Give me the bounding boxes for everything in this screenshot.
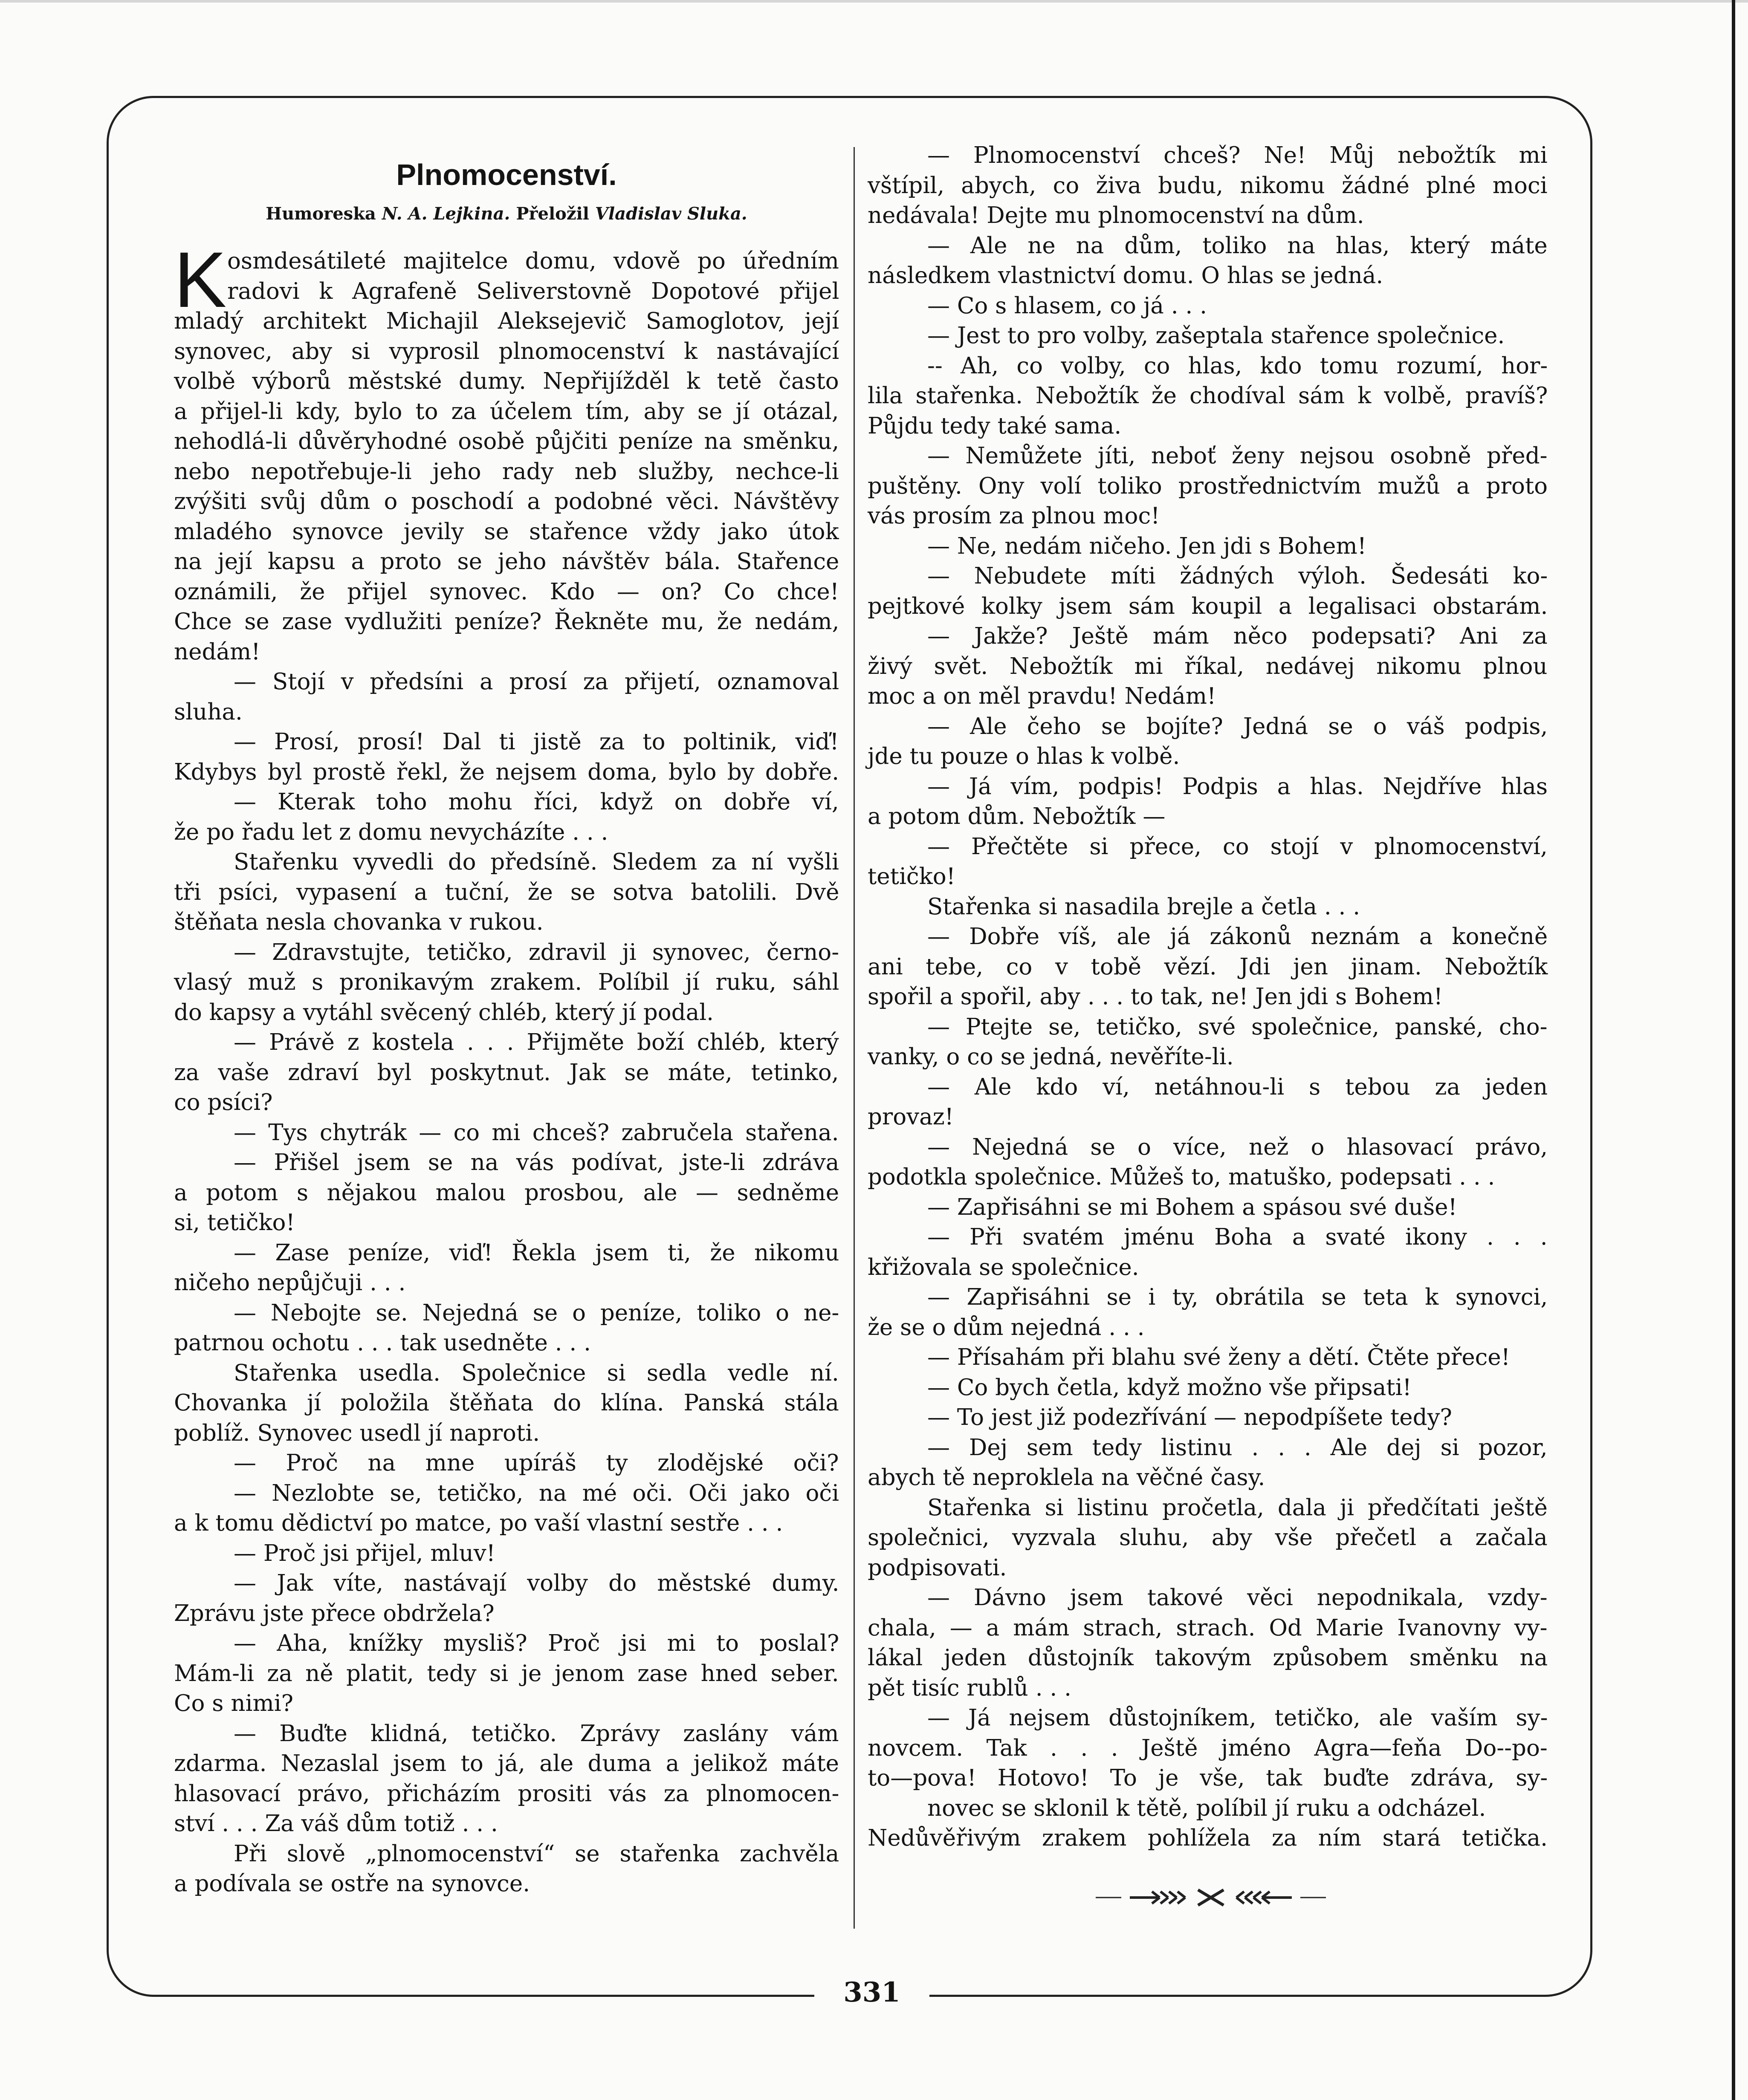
end-ornament (1096, 1885, 1326, 1910)
text-line: Při slově „plnomocenství“ se stařenka zachvěla (234, 1840, 839, 1867)
text-line: novcem. Tak . . . Ještě jméno Agra—feňa Do--po- (868, 1735, 1548, 1761)
text-line: Půjdu tedy také sama. (868, 413, 1122, 439)
text-line: — Dej sem tedy listinu . . . Ale dej si pozor, (927, 1434, 1548, 1461)
text-line: pejtkové kolky jsem sám koupil a legalisaci obstarám. (868, 593, 1548, 619)
text-line: lila stařenka. Nebožtík že chodíval sám k volbě, pravíš? (868, 383, 1548, 409)
text-line: nehodlá-li důvěryhodné osobě půjčiti peníze na směnku, (174, 428, 839, 454)
text-line: hlasovací právo, přicházím prositi vás za plnomocen- (174, 1780, 839, 1807)
text-line: mladý architekt Michajil Aleksejevič Samoglotov, její (174, 308, 839, 334)
text-line: — Nejedná se o více, než o hlasovací právo, (927, 1134, 1548, 1160)
text-line: do kapsy a vytáhl svěcený chléb, který jí podal. (174, 999, 714, 1025)
text-line: — Ale ne na dům, toliko na hlas, který máte (927, 232, 1548, 259)
byline-author: N. A. Lejkina. (382, 204, 510, 224)
text-line: — Proč na mne upíráš ty zlodějské oči? (234, 1450, 839, 1476)
text-line: radovi k Agrafeně Seliverstovně Dopotové přijel (227, 278, 839, 304)
text-line: a potom dům. Nebožtík — (868, 803, 1166, 829)
text-line: -- Ah, co volby, co hlas, kdo tomu rozumí, hor- (927, 352, 1548, 379)
text-line: — Kterak toho mohu říci, když on dobře ví, (234, 789, 839, 815)
text-line: vanky, o co se jedná, nevěříte-li. (868, 1044, 1234, 1070)
text-line: volbě výborů městské dumy. Nepřijížděl k tetě často (174, 368, 839, 394)
text-line: abych tě neproklela na věčné časy. (868, 1465, 1265, 1491)
text-line: — Aha, knížky mysliš? Proč jsi mi to poslal? (234, 1630, 839, 1656)
text-line: — Nebudete míti žádných výloh. Šedesáti ko- (927, 563, 1548, 589)
text-line: zdarma. Nezaslal jsem to já, ale duma a jelikož máte (174, 1750, 839, 1776)
text-line: a přijel-li kdy, bylo to za účelem tím, aby se jí otázal, (174, 398, 839, 425)
text-line: jde tu pouze o hlas k volbě. (868, 743, 1180, 769)
text-line: živý svět. Nebožtík mi říkal, nedávej nikomu plnou (868, 653, 1548, 679)
text-line: nedávala! Dejte mu plnomocenství na dům. (868, 202, 1364, 228)
text-line: patrnou ochotu . . . tak usedněte . . . (174, 1330, 591, 1356)
text-line: tři psíci, vypasení a tuční, že se sotva batolili. Dvě (174, 879, 839, 905)
text-line: — Právě z kostela . . . Přijměte boží chléb, který (234, 1029, 839, 1055)
text-line: — Jak víte, nastávají volby do městské dumy. (234, 1570, 839, 1596)
text-line: — Jest to pro volby, zašeptala stařence společnice. (927, 323, 1505, 349)
text-line: Co s nimi? (174, 1690, 294, 1716)
text-line: a k tomu dědictví po matce, po vaší vlastní sestře . . . (174, 1510, 783, 1536)
drop-cap: K (174, 236, 227, 324)
text-line: vlasý muž s pronikavým zrakem. Políbil jí ruku, sáhl (174, 969, 839, 995)
text-line: — Přišel jsem se na vás podívat, jste-li zdráva (234, 1150, 839, 1176)
text-line: Chce se zase vydlužiti peníze? Řekněte mu, že nedám, (174, 609, 839, 635)
text-line: následkem vlastnictví domu. O hlas se jedná. (868, 263, 1383, 289)
text-line: — Zase peníze, viď! Řekla jsem ti, že nikomu (234, 1239, 839, 1266)
text-line: na její kapsu a proto se jeho návštěv bála. Stařence (174, 549, 839, 575)
text-line: spořil a spořil, aby . . . to tak, ne! Jen jdi s Bohem! (868, 984, 1443, 1010)
scan-right-edge (1732, 0, 1735, 2100)
text-line: Stařenka usedla. Společnice si sedla vedle ní. (234, 1360, 839, 1386)
article-title: Plnomocenství. (396, 158, 617, 191)
text-line: — Zapřisáhni se mi Bohem a spásou své duše! (927, 1194, 1457, 1220)
text-line: novec se sklonil k tětě, políbil jí ruku a odcházel. (927, 1795, 1486, 1821)
text-line: provaz! (868, 1104, 954, 1130)
text-line: — Nemůžete jíti, neboť ženy nejsou osobně před- (927, 443, 1548, 469)
text-line: — Dobře víš, ale já zákonů neznám a konečně (927, 924, 1548, 950)
text-line: za vaše zdraví byl poskytnut. Jak se máte, tetinko, (174, 1059, 839, 1086)
text-line: že se o dům nejedná . . . (868, 1314, 1145, 1340)
text-line: — Nebojte se. Nejedná se o peníze, toliko o ne- (234, 1300, 839, 1326)
text-line: — Proč jsi přijel, mluv! (234, 1540, 495, 1566)
text-line: ani tebe, co v tobě vězí. Jdi jen jinam. Nebožtík (868, 953, 1548, 980)
text-line: Kdybys byl prostě řekl, že nejsem doma, bylo by dobře. (174, 759, 839, 785)
text-line: synovec, aby si vyprosil plnomocenství k nastávající (174, 338, 839, 364)
text-line: ničeho nepůjčuji . . . (174, 1270, 406, 1296)
page-number: 331 (814, 1973, 929, 2012)
text-line: — Buďte klidná, tetičko. Zprávy zaslány vám (234, 1720, 839, 1747)
text-line: — Prosí, prosí! Dal ti jistě za to poltinik, viď! (234, 729, 839, 755)
byline-translator: Vladislav Sluka. (595, 204, 747, 224)
text-line: to—pova! Hotovo! To je vše, tak buďte zdráva, sy- (868, 1765, 1548, 1791)
text-line: — Co s hlasem, co já . . . (927, 292, 1207, 319)
text-line: — Při svatém jménu Boha a svaté ikony . . . (927, 1224, 1548, 1250)
text-line: — Nezlobte se, tetičko, na mé oči. Oči jako oči (234, 1480, 839, 1506)
text-line: a podívala se ostře na synovce. (174, 1871, 530, 1897)
text-line: moc a on měl pravdu! Nedám! (868, 683, 1216, 709)
text-line: poblíž. Synovec usedl jí naproti. (174, 1420, 540, 1446)
byline-genre: Humoreska (266, 204, 376, 224)
text-line: Nedůvěřivým zrakem pohlížela za ním stará tetička. (868, 1825, 1548, 1851)
text-line: společnici, vyzvala sluhu, aby vše přečetl a začala (868, 1525, 1548, 1551)
text-line: — Ale čeho se bojíte? Jedná se o váš podpis, (927, 713, 1548, 739)
text-line: Stařenka si listinu pročetla, dala ji předčítati ještě (927, 1494, 1548, 1521)
text-line: — Přečtěte si přece, co stojí v plnomocenství, (927, 833, 1548, 860)
text-line: vás prosím za plnou moc! (868, 503, 1160, 529)
text-line: — Co bych četla, když možno vše připsati! (927, 1374, 1412, 1401)
text-line: — Ale kdo ví, netáhnou-li s tebou za jeden (927, 1074, 1548, 1100)
text-line: mladého synovce jevily se stařence vždy jako útok (174, 518, 839, 545)
text-line: — To jest již podezřívání — nepodpíšete tedy? (927, 1404, 1452, 1430)
text-line: — Já nejsem důstojníkem, tetičko, ale vaším sy- (927, 1705, 1548, 1731)
text-line: — Přísahám při blahu své ženy a dětí. Čtěte přece! (927, 1344, 1511, 1370)
text-line: — Dávno jsem takové věci nepodnikala, vzdy- (927, 1585, 1548, 1611)
text-line: co psíci? (174, 1089, 273, 1115)
text-line: — Zapřisáhni se i ty, obrátila se teta k synovci, (927, 1284, 1548, 1310)
text-line: Stařenku vyvedli do předsíně. Sledem za ní vyšli (234, 849, 839, 875)
text-line: Chovanka jí položila štěňata do klína. Panská stála (174, 1390, 839, 1416)
text-line: že po řadu let z domu nevycházíte . . . (174, 819, 608, 845)
text-line: Mám-li za ně platit, tedy si je jenom zase hned seber. (174, 1660, 839, 1687)
text-line: chala, — a mám strach, strach. Od Marie Ivanovny vy- (868, 1615, 1548, 1641)
text-line: tetičko! (868, 864, 955, 890)
column-divider (854, 147, 855, 1929)
text-line: — Zdravstujte, tetičko, zdravil ji synovec, černo- (234, 939, 839, 965)
text-line: nedám! (174, 638, 260, 665)
article-byline (174, 204, 839, 224)
text-line: — Ne, nedám ničeho. Jen jdi s Bohem! (927, 533, 1367, 559)
text-line: puštěny. Ony volí toliko prostřednictvím mužů a proto (868, 473, 1548, 499)
text-line: štěňata nesla chovanka v rukou. (174, 909, 544, 935)
text-line: oznámili, že přijel synovec. Kdo — on? Co chce! (174, 578, 839, 605)
text-line: — Já vím, podpis! Podpis a hlas. Nejdříve hlas (927, 773, 1548, 800)
text-line: si, tetičko! (174, 1210, 295, 1236)
text-line: Zprávu jste přece obdržela? (174, 1600, 495, 1626)
text-line: a potom s nějakou malou prosbou, ale — sedněme (174, 1179, 839, 1206)
text-line: podotkla společnice. Můžeš to, matuško, podepsati . . . (868, 1164, 1495, 1190)
text-line: ství . . . Za váš dům totiž . . . (174, 1811, 498, 1837)
text-line: sluha. (174, 699, 243, 725)
text-line: křižovala se společnice. (868, 1254, 1139, 1280)
text-line: — Plnomocenství chceš? Ne! Můj nebožtík mi (927, 142, 1548, 168)
text-line: pět tisíc rublů . . . (868, 1675, 1071, 1701)
text-line: — Jakže? Ještě mám něco podepsati? Ani za (927, 623, 1548, 649)
scan-top-edge (0, 0, 1748, 3)
text-line: nebo nepotřebuje-li jeho rady neb služby, nechce-li (174, 458, 839, 485)
byline-translator-label: Přeložil (516, 204, 589, 224)
text-line: vštípil, abych, co živa budu, nikomu žádné plné moci (868, 172, 1548, 199)
text-line: — Tys chytrák — co mi chceš? zabručela stařena. (234, 1119, 839, 1146)
text-line: podpisovati. (868, 1554, 1007, 1581)
text-line: Stařenka si nasadila brejle a četla . . . (927, 893, 1360, 920)
text-line: osmdesátileté majitelce domu, vdově po úředním (227, 248, 839, 274)
text-line: — Ptejte se, tetičko, své společnice, panské, cho- (927, 1014, 1548, 1040)
text-line: zvýšiti svůj dům o poschodí a podobné věci. Návštěvy (174, 488, 839, 514)
text-line: lákal jeden důstojník takovým způsobem směnku na (868, 1645, 1548, 1671)
text-line: — Stojí v předsíni a prosí za přijetí, oznamoval (234, 669, 839, 695)
